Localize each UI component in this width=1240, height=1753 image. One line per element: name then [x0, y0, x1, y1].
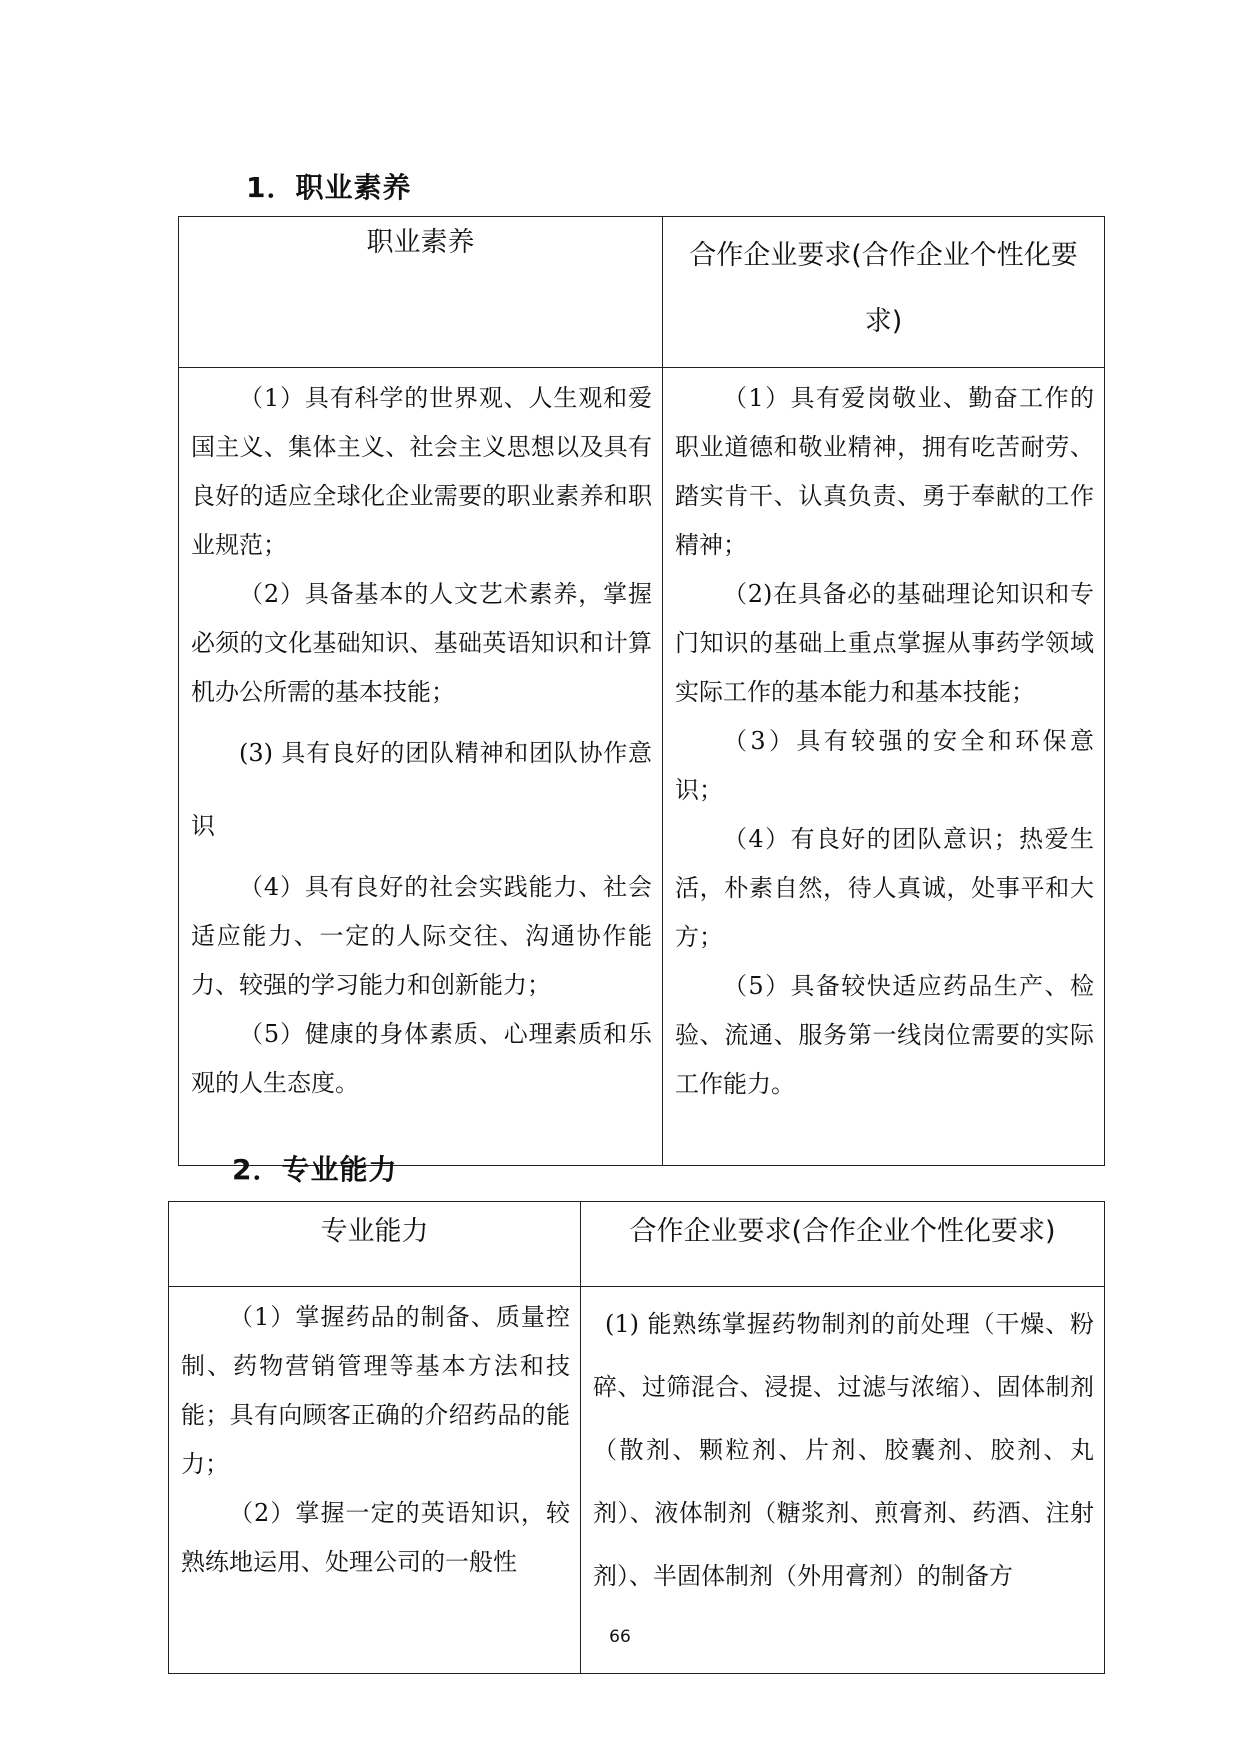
requirement-item: （5）具备较快适应药品生产、检验、流通、服务第一线岗位需要的实际工作能力。 [675, 972, 1094, 1098]
requirement-item: （3）具有较强的安全和环保意识； [675, 727, 1094, 804]
requirement-item: （2)在具备必的基础理论知识和专门知识的基础上重点掌握从事药学领域实际工作的基本能力和基本技能； [675, 580, 1094, 706]
requirement-item: （4）有良好的团队意识；热爱生活，朴素自然，待人真诚，处事平和大方； [675, 825, 1094, 951]
quality-item: （5）健康的身体素质、心理素质和乐观的人生态度。 [191, 1020, 652, 1097]
table1-quality-cell [179, 368, 663, 1166]
table2-header-enterprise-requirements: 合作企业要求(合作企业个性化要求) [581, 1202, 1105, 1287]
table1-header-quality: 职业素养 [179, 217, 663, 368]
requirement-item: (1) 能熟练掌握药物制剂的前处理（干燥、粉碎、过筛混合、浸提、过滤与浓缩）、固体制剂（散剂、颗粒剂、片剂、胶囊剂、胶剂、丸剂）、液体制剂（糖浆剂、煎膏剂、药酒、注射剂）、半固体制剂（外用膏剂）的制备方 [593, 1310, 1094, 1590]
table2-requirements-cell [581, 1287, 1105, 1674]
professional-ability-table [168, 1201, 1105, 1674]
quality-item: （1）具有科学的世界观、人生观和爱国主义、集体主义、社会主义思想以及具有良好的适应全球化企业需要的职业素养和职业规范； [191, 384, 652, 559]
page-number: 66 [609, 1627, 631, 1647]
ability-item: （2）掌握一定的英语知识，较熟练地运用、处理公司的一般性 [181, 1499, 570, 1576]
section-heading-professional-quality: 1．职业素养 [246, 171, 412, 204]
quality-item: （4）具有良好的社会实践能力、社会适应能力、一定的人际交往、沟通协作能力、较强的学习能力和创新能力； [191, 873, 652, 999]
quality-item: （2）具备基本的人文艺术素养，掌握必须的文化基础知识、基础英语知识和计算机办公所需的基本技能； [191, 580, 652, 706]
ability-item: （1）掌握药品的制备、质量控制、药物营销管理等基本方法和技能；具有向顾客正确的介绍药品的能力； [181, 1303, 570, 1478]
quality-item: (3) 具有良好的团队精神和团队协作意识 [191, 739, 652, 840]
table1-header-enterprise-requirements: 合作企业要求(合作企业个性化要求) [663, 217, 1105, 368]
table2-ability-cell [169, 1287, 581, 1674]
table2-header-ability: 专业能力 [169, 1202, 581, 1287]
requirement-item: （1）具有爱岗敬业、勤奋工作的职业道德和敬业精神，拥有吃苦耐劳、踏实肯干、认真负责、勇于奉献的工作精神； [675, 384, 1094, 559]
section-heading-professional-ability: 2．专业能力 [232, 1153, 398, 1186]
professional-quality-table [178, 216, 1105, 1166]
table1-requirements-cell [663, 368, 1105, 1166]
